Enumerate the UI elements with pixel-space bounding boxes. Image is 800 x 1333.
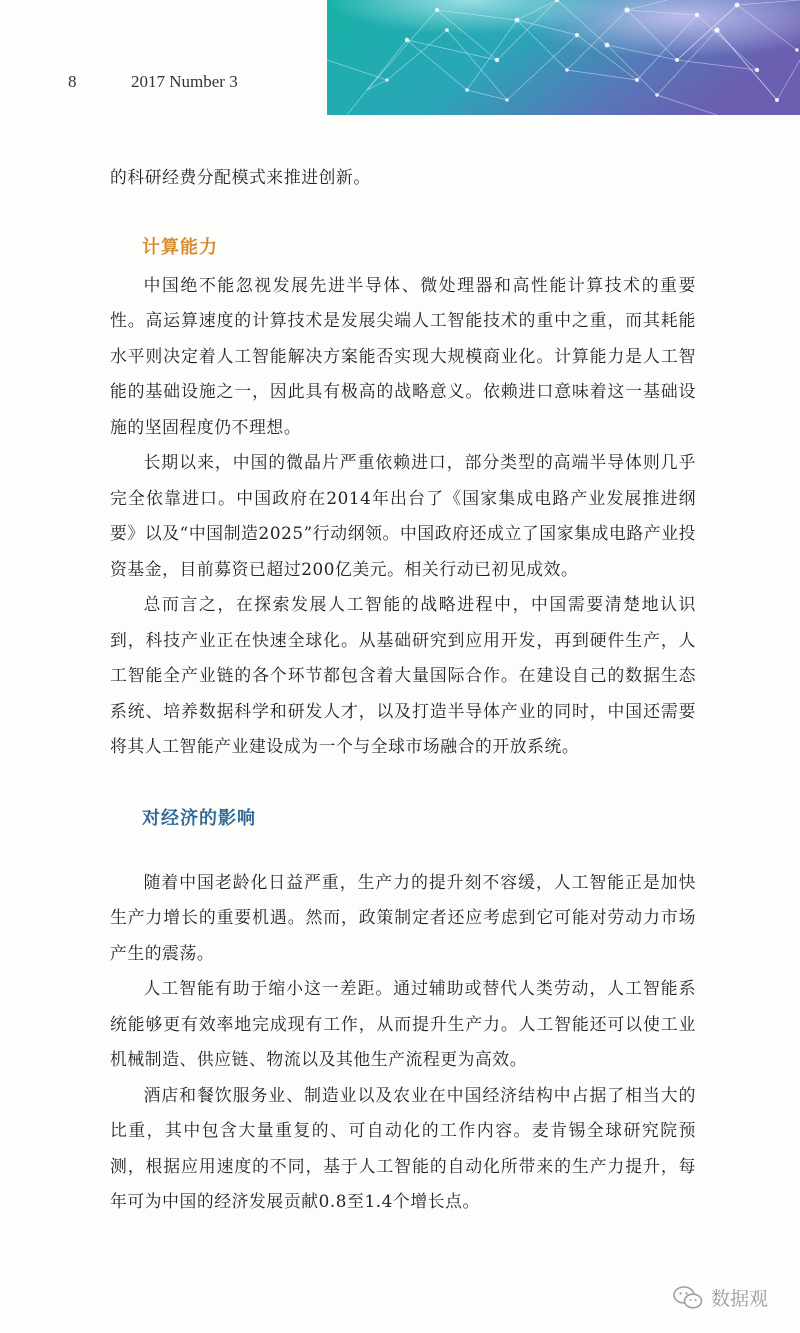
issue-label: 2017 Number 3 [131,72,238,91]
watermark-text: 数据观 [710,1288,768,1310]
economy-paragraph-3: 酒店和餐饮服务业、制造业以及农业在中国经济结构中占据了相当大的比重，其中包含大量重复的、可自动化的工作内容。麦肯锡全球研究院预测，根据应用速度的不同，基于人工智能的自动化所带来的生产力提升，每年可为中国的经济发展贡献0.8至1.4个增长点。 [110,1084,696,1211]
section-heading-compute: 计算能力 [142,236,218,258]
page-header [0,0,800,115]
watermark [673,1284,768,1311]
intro-fragment: 的科研经费分配模式来推进创新。 [110,167,371,187]
compute-paragraph-3: 总而言之，在探索发展人工智能的战略进程中，中国需要清楚地认识到，科技产业正在快速全球化。从基础研究到应用开发，再到硬件生产，人工智能全产业链的各个环节都包含着大量国际合作。在建设自己的数据生态系统、培养数据科学和研发人才，以及打造半导体产业的同时，中国还需要将其人工智能产业建设成为一个与全球市场融合的开放系统。 [110,594,696,756]
network-banner-image [327,0,800,115]
economy-paragraph-2: 人工智能有助于缩小这一差距。通过辅助或替代人类劳动，人工智能系统能够更有效率地完成现有工作，从而提升生产力。人工智能还可以使工业机械制造、供应链、物流以及其他生产流程更为高效。 [110,978,696,1069]
compute-paragraph-2: 长期以来，中国的微晶片严重依赖进口，部分类型的高端半导体则几乎完全依靠进口。中国政府在2014年出台了《国家集成电路产业发展推进纲要》以及“中国制造2025”行动纲领。中国政府还成立了国家集成电路产业投资基金，目前募资已超过200亿美元。相关行动已初见成效。 [110,452,696,579]
compute-paragraph-1: 中国绝不能忽视发展先进半导体、微处理器和高性能计算技术的重要性。高运算速度的计算技术是发展尖端人工智能技术的重中之重，而其耗能水平则决定着人工智能解决方案能否实现大规模商业化。计算能力是人工智能的基础设施之一，因此具有极高的战略意义。依赖进口意味着这一基础设施的坚固程度仍不理想。 [110,274,696,437]
economy-paragraph-1: 随着中国老龄化日益严重，生产力的提升刻不容缓，人工智能正是加快生产力增长的重要机遇。然而，政策制定者还应考虑到它可能对劳动力市场产生的震荡。 [110,871,696,963]
section-heading-economy: 对经济的影响 [142,807,256,829]
wechat-icon [673,1285,703,1311]
article-body [110,160,696,1220]
page-number: 8 [68,72,77,91]
